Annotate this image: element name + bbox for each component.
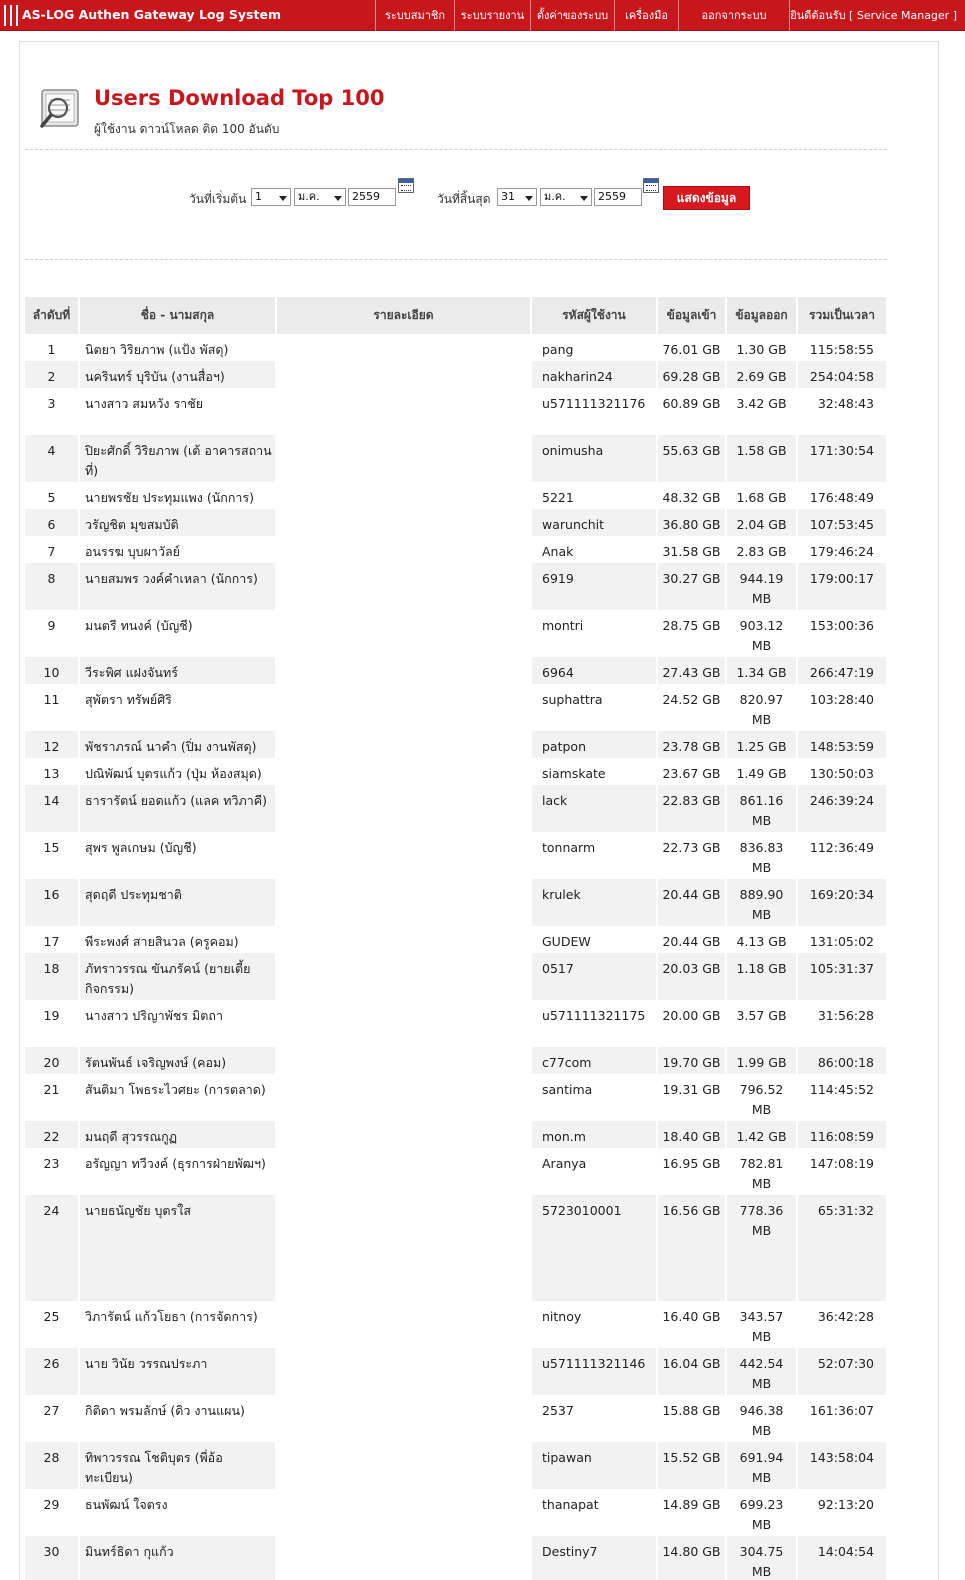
total-time-cell: 115:58:55	[797, 334, 887, 361]
user-id-cell: montri	[531, 610, 657, 657]
nav-settings[interactable]: ตั้งค่าของระบบ	[530, 0, 614, 31]
total-time-cell: 143:58:04	[797, 1442, 887, 1489]
col-in-header: ข้อมูลเข้า	[657, 297, 726, 334]
user-id-cell: 0517	[531, 953, 657, 1000]
col-detail-header: รายละเอียด	[276, 297, 531, 334]
data-out-cell: 861.16 MB	[726, 785, 797, 832]
name-cell: สุพัตรา ทรัพย์ศิริ	[79, 684, 276, 731]
data-out-cell: 1.58 GB	[726, 435, 797, 482]
total-time-cell: 169:20:34	[797, 879, 887, 926]
data-in-cell: 16.04 GB	[657, 1348, 726, 1395]
data-in-cell: 20.03 GB	[657, 953, 726, 1000]
name-cell: ปณิพัฒน์ บุตรแก้ว (ปุ่ม ห้องสมุด)	[79, 758, 276, 785]
total-time-cell: 254:04:58	[797, 361, 887, 388]
name-cell: วีระพิศ แฝงจันทร์	[79, 657, 276, 684]
user-id-cell: u571111321175	[531, 1000, 657, 1047]
table-header-row	[25, 297, 887, 334]
total-time-cell: 107:53:45	[797, 509, 887, 536]
user-id-cell: 6964	[531, 657, 657, 684]
user-id-cell: 5221	[531, 482, 657, 509]
rank-cell: 2	[25, 361, 79, 388]
data-in-cell: 14.89 GB	[657, 1489, 726, 1536]
total-time-cell: 92:13:20	[797, 1489, 887, 1536]
name-cell: ปิยะศักดิ์ วิริยภาพ (เต้ อาคารสถานที่)	[79, 435, 276, 482]
name-cell: ธารารัตน์ ยอดแก้ว (แลค ทวิภาคี)	[79, 785, 276, 832]
divider	[25, 259, 887, 260]
data-out-cell: 946.38 MB	[726, 1395, 797, 1442]
rank-cell: 21	[25, 1074, 79, 1121]
rank-cell: 16	[25, 879, 79, 926]
page-title: Users Download Top 100	[94, 86, 385, 110]
name-cell: มินทร์ธิดา กุแก้ว	[79, 1536, 276, 1580]
col-rank-header: ลำดับที่	[25, 297, 79, 334]
total-time-cell: 65:31:32	[797, 1195, 887, 1301]
data-in-cell: 55.63 GB	[657, 435, 726, 482]
total-time-cell: 179:00:17	[797, 563, 887, 610]
rank-cell: 30	[25, 1536, 79, 1580]
data-in-cell: 22.83 GB	[657, 785, 726, 832]
divider	[25, 149, 887, 150]
calendar-icon[interactable]	[398, 178, 414, 193]
name-cell: อรัญญา ทวีวงค์ (ธุรการฝ่ายพัฒฯ)	[79, 1148, 276, 1195]
data-in-cell: 60.89 GB	[657, 388, 726, 435]
data-out-cell: 3.42 GB	[726, 388, 797, 435]
total-time-cell: 176:48:49	[797, 482, 887, 509]
rank-cell: 12	[25, 731, 79, 758]
name-cell: นายธนัญชัย บุตรใส	[79, 1195, 276, 1301]
rank-cell: 23	[25, 1148, 79, 1195]
data-out-cell: 1.25 GB	[726, 731, 797, 758]
name-cell: กิติดา พรมลักษ์ (ดิว งานแผน)	[79, 1395, 276, 1442]
total-time-cell: 246:39:24	[797, 785, 887, 832]
data-out-cell: 1.42 GB	[726, 1121, 797, 1148]
user-id-cell: u571111321146	[531, 1348, 657, 1395]
name-cell: สันติมา โพธระไวศยะ (การตลาด)	[79, 1074, 276, 1121]
rank-cell: 14	[25, 785, 79, 832]
data-out-cell: 903.12 MB	[726, 610, 797, 657]
name-cell: มนตรี ทนงค์ (บัญชี)	[79, 610, 276, 657]
name-cell: นาย วินัย วรรณประภา	[79, 1348, 276, 1395]
rank-cell: 17	[25, 926, 79, 953]
start-day-select[interactable]: 1	[251, 188, 291, 206]
name-cell: นายพรชัย ประทุมแพง (นักการ)	[79, 482, 276, 509]
start-year-input[interactable]: 2559	[348, 188, 396, 206]
user-id-cell: warunchit	[531, 509, 657, 536]
data-in-cell: 27.43 GB	[657, 657, 726, 684]
data-out-cell: 1.99 GB	[726, 1047, 797, 1074]
data-out-cell: 1.30 GB	[726, 334, 797, 361]
welcome-text: ยินดีต้อนรับ [ Service Manager ]	[790, 9, 957, 22]
total-time-cell: 14:04:54	[797, 1536, 887, 1580]
data-out-cell: 343.57 MB	[726, 1301, 797, 1348]
user-id-cell: lack	[531, 785, 657, 832]
data-out-cell: 3.57 GB	[726, 1000, 797, 1047]
user-id-cell: Destiny7	[531, 1536, 657, 1580]
detail-redacted-area	[286, 334, 531, 1564]
total-time-cell: 147:08:19	[797, 1148, 887, 1195]
rank-cell: 24	[25, 1195, 79, 1301]
total-time-cell: 114:45:52	[797, 1074, 887, 1121]
data-out-cell: 1.34 GB	[726, 657, 797, 684]
total-time-cell: 161:36:07	[797, 1395, 887, 1442]
data-out-cell: 1.18 GB	[726, 953, 797, 1000]
user-id-cell: 2537	[531, 1395, 657, 1442]
name-cell: สุดฤดี ประทุมชาติ	[79, 879, 276, 926]
rank-cell: 27	[25, 1395, 79, 1442]
rank-cell: 20	[25, 1047, 79, 1074]
data-out-cell: 304.75 MB	[726, 1536, 797, 1580]
name-cell: พีระพงศ์ สายสินวล (ครูคอม)	[79, 926, 276, 953]
user-id-cell: 5723010001	[531, 1195, 657, 1301]
data-in-cell: 16.95 GB	[657, 1148, 726, 1195]
total-time-cell: 153:00:36	[797, 610, 887, 657]
rank-cell: 28	[25, 1442, 79, 1489]
data-out-cell: 782.81 MB	[726, 1148, 797, 1195]
rank-cell: 18	[25, 953, 79, 1000]
end-month-select[interactable]: ม.ค.	[540, 188, 592, 206]
report-magnifier-icon	[38, 88, 82, 132]
user-id-cell: pang	[531, 334, 657, 361]
data-out-cell: 820.97 MB	[726, 684, 797, 731]
data-in-cell: 48.32 GB	[657, 482, 726, 509]
total-time-cell: 31:56:28	[797, 1000, 887, 1047]
total-time-cell: 52:07:30	[797, 1348, 887, 1395]
name-cell: นางสาว สมหวัง ราชัย	[79, 388, 276, 435]
data-out-cell: 2.83 GB	[726, 536, 797, 563]
name-cell: สุพร พูลเกษม (บัญชี)	[79, 832, 276, 879]
name-cell: มนฤดี สุวรรณกูฏ	[79, 1121, 276, 1148]
data-in-cell: 22.73 GB	[657, 832, 726, 879]
data-in-cell: 19.70 GB	[657, 1047, 726, 1074]
total-time-cell: 266:47:19	[797, 657, 887, 684]
name-cell: นายสมพร วงค์คำเหลา (นักการ)	[79, 563, 276, 610]
nav-members[interactable]: ระบบสมาชิก	[375, 0, 454, 31]
user-id-cell: siamskate	[531, 758, 657, 785]
user-id-cell: 6919	[531, 563, 657, 610]
end-day-select[interactable]: 31	[497, 188, 537, 206]
app-title: AS-LOG Authen Gateway Log System	[22, 7, 281, 22]
name-cell: นิตยา วิริยภาพ (แป้ง พัสดุ)	[79, 334, 276, 361]
data-in-cell: 14.80 GB	[657, 1536, 726, 1580]
start-date-label: วันที่เริ่มต้น	[189, 192, 247, 206]
show-data-button[interactable]: แสดงข้อมูล	[663, 186, 750, 210]
data-in-cell: 30.27 GB	[657, 563, 726, 610]
data-in-cell: 23.78 GB	[657, 731, 726, 758]
col-time-header: รวมเป็นเวลา	[797, 297, 887, 334]
data-out-cell: 1.49 GB	[726, 758, 797, 785]
rank-cell: 19	[25, 1000, 79, 1047]
name-cell: ภัทราวรรณ ขันภรัคน์ (ยายเตี้ย กิจกรรม)	[79, 953, 276, 1000]
data-out-cell: 691.94 MB	[726, 1442, 797, 1489]
data-out-cell: 699.23 MB	[726, 1489, 797, 1536]
data-in-cell: 20.44 GB	[657, 879, 726, 926]
data-in-cell: 20.00 GB	[657, 1000, 726, 1047]
data-out-cell: 778.36 MB	[726, 1195, 797, 1301]
rank-cell: 25	[25, 1301, 79, 1348]
name-cell: นางสาว ปริญาพัชร มิตถา	[79, 1000, 276, 1047]
total-time-cell: 179:46:24	[797, 536, 887, 563]
calendar-icon[interactable]	[643, 178, 659, 193]
data-out-cell: 4.13 GB	[726, 926, 797, 953]
total-time-cell: 130:50:03	[797, 758, 887, 785]
total-time-cell: 171:30:54	[797, 435, 887, 482]
name-cell: นครินทร์ บุริบัน (งานสื่อฯ)	[79, 361, 276, 388]
rank-cell: 11	[25, 684, 79, 731]
data-out-cell: 2.04 GB	[726, 509, 797, 536]
total-time-cell: 112:36:49	[797, 832, 887, 879]
total-time-cell: 105:31:37	[797, 953, 887, 1000]
user-id-cell: nitnoy	[531, 1301, 657, 1348]
rank-cell: 29	[25, 1489, 79, 1536]
data-in-cell: 20.44 GB	[657, 926, 726, 953]
rank-cell: 5	[25, 482, 79, 509]
rank-cell: 15	[25, 832, 79, 879]
data-out-cell: 442.54 MB	[726, 1348, 797, 1395]
data-in-cell: 69.28 GB	[657, 361, 726, 388]
logo-bars-icon	[4, 5, 18, 26]
user-id-cell: u571111321176	[531, 388, 657, 435]
data-in-cell: 16.40 GB	[657, 1301, 726, 1348]
user-id-cell: tonnarm	[531, 832, 657, 879]
rank-cell: 8	[25, 563, 79, 610]
total-time-cell: 148:53:59	[797, 731, 887, 758]
data-in-cell: 28.75 GB	[657, 610, 726, 657]
name-cell: รัตนพันธ์ เจริญพงษ์ (คอม)	[79, 1047, 276, 1074]
rank-cell: 9	[25, 610, 79, 657]
data-in-cell: 16.56 GB	[657, 1195, 726, 1301]
data-in-cell: 19.31 GB	[657, 1074, 726, 1121]
col-out-header: ข้อมูลออก	[726, 297, 797, 334]
name-cell: วรัญชิต มุขสมบัติ	[79, 509, 276, 536]
rank-cell: 3	[25, 388, 79, 435]
rank-cell: 7	[25, 536, 79, 563]
user-id-cell: c77com	[531, 1047, 657, 1074]
nav-reports[interactable]: ระบบรายงาน	[454, 0, 530, 31]
user-id-cell: nakharin24	[531, 361, 657, 388]
data-in-cell: 18.40 GB	[657, 1121, 726, 1148]
data-in-cell: 76.01 GB	[657, 334, 726, 361]
data-in-cell: 15.88 GB	[657, 1395, 726, 1442]
rank-cell: 6	[25, 509, 79, 536]
name-cell: ทิพาวรรณ โชติบุตร (พี่อ้อ ทะเบียน)	[79, 1442, 276, 1489]
user-id-cell: Aranya	[531, 1148, 657, 1195]
user-id-cell: patpon	[531, 731, 657, 758]
data-out-cell: 944.19 MB	[726, 563, 797, 610]
name-cell: พัชราภรณ์ นาคำ (ปิ่ม งานพัสดุ)	[79, 731, 276, 758]
total-time-cell: 86:00:18	[797, 1047, 887, 1074]
col-user-header: รหัสผู้ใช้งาน	[531, 297, 657, 334]
data-in-cell: 31.58 GB	[657, 536, 726, 563]
user-id-cell: onimusha	[531, 435, 657, 482]
user-id-cell: thanapat	[531, 1489, 657, 1536]
end-year-input[interactable]: 2559	[594, 188, 642, 206]
data-in-cell: 24.52 GB	[657, 684, 726, 731]
col-name-header: ชื่อ - นามสกุล	[79, 297, 276, 334]
user-id-cell: santima	[531, 1074, 657, 1121]
end-date-label: วันที่สิ้นสุด	[437, 192, 491, 206]
user-id-cell: suphattra	[531, 684, 657, 731]
data-in-cell: 36.80 GB	[657, 509, 726, 536]
data-out-cell: 2.69 GB	[726, 361, 797, 388]
start-month-select[interactable]: ม.ค.	[294, 188, 346, 206]
rank-cell: 10	[25, 657, 79, 684]
data-in-cell: 23.67 GB	[657, 758, 726, 785]
data-out-cell: 796.52 MB	[726, 1074, 797, 1121]
name-cell: ธนพัฒน์ ใจตรง	[79, 1489, 276, 1536]
name-cell: อนรรฆ บุบผาวัลย์	[79, 536, 276, 563]
rank-cell: 22	[25, 1121, 79, 1148]
nav-logout[interactable]: ออกจากระบบ	[678, 0, 790, 31]
user-id-cell: Anak	[531, 536, 657, 563]
rank-cell: 26	[25, 1348, 79, 1395]
data-out-cell: 889.90 MB	[726, 879, 797, 926]
total-time-cell: 103:28:40	[797, 684, 887, 731]
user-id-cell: GUDEW	[531, 926, 657, 953]
rank-cell: 1	[25, 334, 79, 361]
total-time-cell: 32:48:43	[797, 388, 887, 435]
user-id-cell: krulek	[531, 879, 657, 926]
nav-tools[interactable]: เครื่องมือ	[614, 0, 678, 31]
date-filter	[0, 178, 965, 218]
rank-cell: 4	[25, 435, 79, 482]
total-time-cell: 116:08:59	[797, 1121, 887, 1148]
data-out-cell: 836.83 MB	[726, 832, 797, 879]
name-cell: วิภารัตน์ แก้วโยธา (การจัดการ)	[79, 1301, 276, 1348]
page-subtitle: ผู้ใช้งาน ดาวน์โหลด ติด 100 อันดับ	[94, 122, 280, 136]
total-time-cell: 36:42:28	[797, 1301, 887, 1348]
data-in-cell: 15.52 GB	[657, 1442, 726, 1489]
total-time-cell: 131:05:02	[797, 926, 887, 953]
data-out-cell: 1.68 GB	[726, 482, 797, 509]
rank-cell: 13	[25, 758, 79, 785]
user-id-cell: tipawan	[531, 1442, 657, 1489]
top-bar	[0, 0, 965, 31]
user-id-cell: mon.m	[531, 1121, 657, 1148]
